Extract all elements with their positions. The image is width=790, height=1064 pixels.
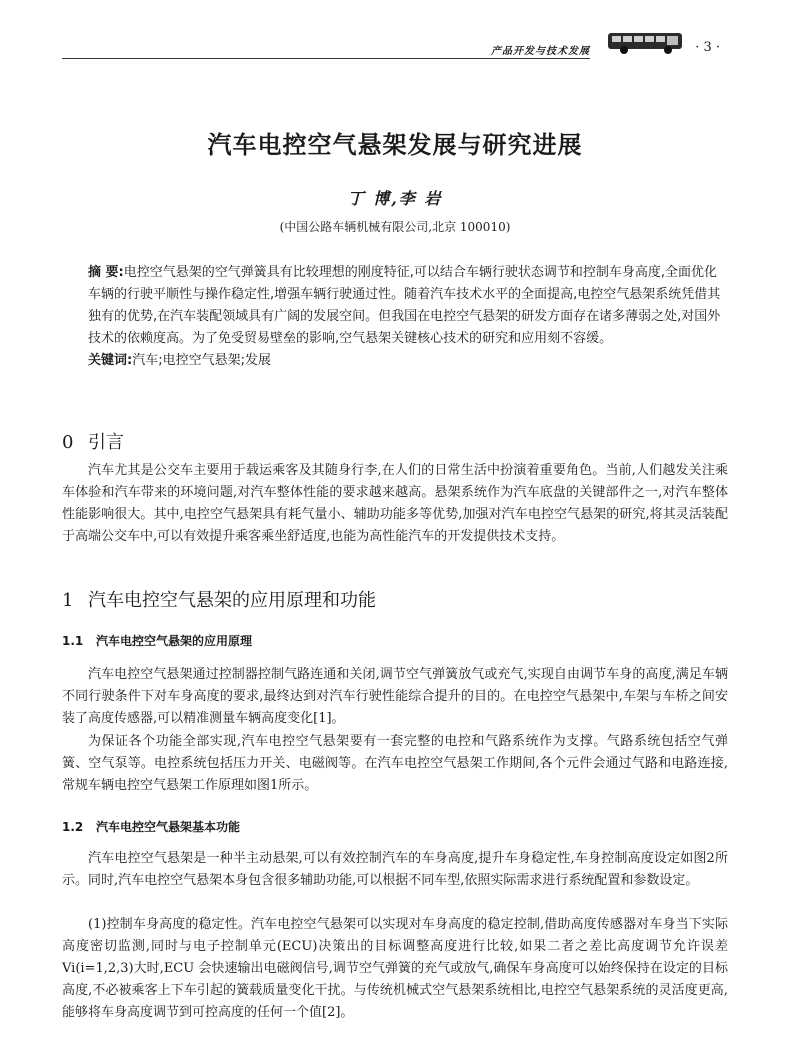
section-number: 1 [62,590,74,611]
affiliation: (中国公路车辆机械有限公司,北京 100010) [279,220,511,234]
section-heading-0 [62,428,124,454]
authors: 丁 博,李 岩 [347,189,443,208]
section-heading-1 [62,586,376,612]
paragraph: (1)控制车身高度的稳定性。汽车电控空气悬架可以实现对车身高度的稳定控制,借助高度传感器对车身当下实际高度密切监测,同时与电子控制单元(ECU)决策出的目标调整高度进行比较,如果二者之差比高度调节允许误差 Vi(i=1,2,3)大时,ECU 会快速输出电磁阀信号,调节空气弹簧的充气或放气,确保车身高度可以始终保持在设定的目标高度,不必被乘客上下车引起的簧载质量变化干扰。与传统机械式空气悬架系统相比,电控空气悬架系统的灵活度更高,能够将车身高度调节到可控高度的任何一个值[2]。 [62,917,728,1020]
subsection-number: 1.2 [62,820,84,834]
keywords-label: 关键词: [88,353,133,368]
paragraph: 汽车电控空气悬架通过控制器控制气路连通和关闭,调节空气弹簧放气或充气,实现自由调节车身的高度,满足车辆不同行驶条件下对车身高度的要求,最终达到对汽车行驶性能综合提升的目的。在电控空气悬架中,车架与车桥之间安装了高度传感器,可以精准测量车辆高度变化[1]。 [62,667,728,726]
bus-icon [606,28,688,56]
keywords [88,350,728,372]
subsection-number: 1.1 [62,634,84,648]
subsection-heading-1-1 [62,632,252,649]
subsection-title: 汽车电控空气悬架的应用原理 [96,634,253,648]
running-header [0,22,790,62]
subsection-title: 汽车电控空气悬架基本功能 [96,820,241,834]
paragraph: 汽车尤其是公交车主要用于载运乘客及其随身行李,在人们的日常生活中扮演着重要角色。当前,人们越发关注乘车体验和汽车带来的环境问题,对汽车整体性能的要求越来越高。悬架系统作为汽车底盘的关键部件之一,对汽车整体性能影响很大。其中,电控空气悬架具有耗气量小、辅助功能多等优势,加强对汽车电控空气悬架的研究,将其灵活装配于高端公交车中,可以有效提升乘客乘坐舒适度,也能为高性能汽车的开发提供技术支持。 [62,463,728,544]
section-number: 0 [62,432,74,453]
subsection-heading-1-2 [62,818,240,835]
abstract-label: 摘 要: [88,265,124,280]
abstract [88,262,728,372]
section-title: 引言 [88,432,124,453]
article-title: 汽车电控空气悬架发展与研究进展 [207,130,583,159]
abstract-text: 电控空气悬架的空气弹簧具有比较理想的刚度特征,可以结合车辆行驶状态调节和控制车身高度,全面优化车辆的行驶平顺性与操作稳定性,增强车辆行驶通过性。随着汽车技术水平的全面提高,电控空气悬架系统凭借其独有的优势,在汽车装配领域具有广阔的发展空间。但我国在电控空气悬架的研发方面存在诸多薄弱之处,对国外技术的依赖度高。为了免受贸易壁垒的影响,空气悬架关键核心技术的研究和应用刻不容缓。 [88,265,721,346]
paragraph: 汽车电控空气悬架是一种半主动悬架,可以有效控制汽车的车身高度,提升车身稳定性,车身控制高度设定如图2所示。同时,汽车电控空气悬架本身包含很多辅助功能,可以根据不同车型,依照实际需求进行系统配置和参数设定。 [62,851,728,888]
abstract-body [88,262,728,350]
header-rule [62,58,590,59]
page-number: · 3 · [695,40,720,55]
keywords-text: 汽车;电控空气悬架;发展 [132,353,271,368]
paragraph: 为保证各个功能全部实现,汽车电控空气悬架要有一套完整的电控和气路系统作为支撑。气路系统包括空气弹簧、空气泵等。电控系统包括压力开关、电磁阀等。在汽车电控空气悬架工作期间,各个元件会通过气路和电路连接,常规车辆电控空气悬架工作原理如图1所示。 [62,734,728,793]
journal-section: 产品开发与技术发展 [491,46,590,57]
section-title: 汽车电控空气悬架的应用原理和功能 [88,590,376,611]
